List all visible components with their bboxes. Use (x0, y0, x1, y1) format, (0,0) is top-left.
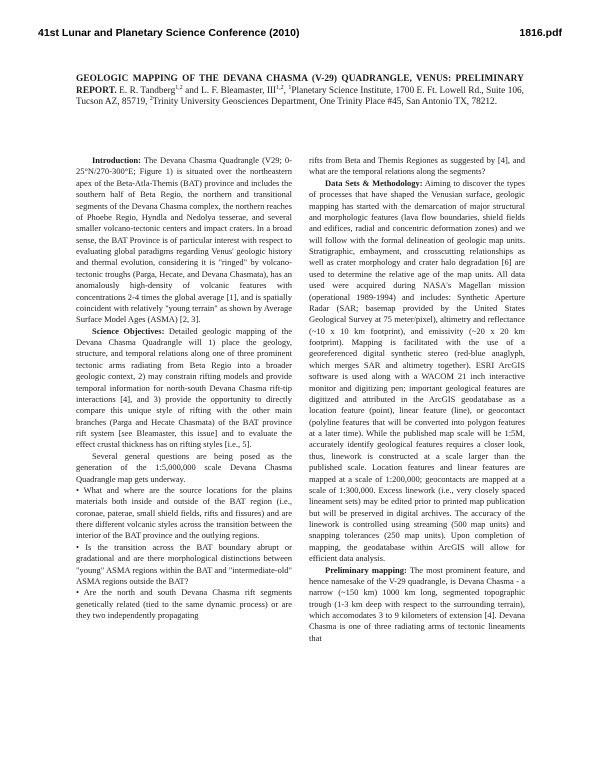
bullet-item: • What and where are the source locations for the plains materials both inside and outside of the BAT region (i.e., coronae, paterae, small shield fields, rifts and fissures) and are there different volcanic styles across the transition between the interior of the BAT province and the outlying regions. (76, 484, 292, 541)
datasets-heading: Data Sets & Methodology: (325, 177, 423, 188)
introduction-text: The Devana Chasma Quadrangle (V29; 0-25°N/270-300°E; Figure 1) is situated over the northeastern apex of the Beta-Atla-Themis (BAT) province and includes the southern half of Beta Regio, the northern and transitional segments of the Devana Chasma complex, the northern reaches of Phoebe Regio, Hyndla and Nedolya tesserae, and several smaller volcano-tectonic centers and impact craters. In a broad sense, the BAT Province is of particular interest with respect to evaluating global paradigms regarding Venus' geologic history and thermal evolution, considering it is "ringed" by volcano-tectonic troughs (Parga, Hecate, and Devana Chasmata), has an anomalously high-density of volcanic features with concentrations 2-4 times the global average [1], and is spatially coincident with relatively "young terrain" as shown by Average Surface Model Ages (ASMA) [2, 3]. (76, 155, 292, 325)
objectives-text: Detailed geologic mapping of the Devana Chasma Quadrangle will 1) place the geology, structure, and temporal relations along one of three prominent tectonic arms radiating from Beta Regio into a broader geologic context, 2) may constrain rifting models and provide temporal information for north-south Devana Chasma rift-tip interactions [4], and 3) provide the opportunity to directly compare this unique style of rifting with the other main branches (Parga and Hecate Chasmata) of the BAT province rift system [see Bleamaster, this issue] and to evaluate the effect crustal thickness has on rifting styles [i.e., 5]. (76, 325, 292, 450)
pdf-id: 1816.pdf (519, 27, 562, 39)
right-column (309, 155, 525, 755)
title-block (76, 74, 524, 109)
separator: , (283, 85, 289, 96)
datasets-paragraph (309, 178, 525, 565)
affiliation-2-mark: 2 (149, 96, 153, 103)
bullet-item: • Is the transition across the BAT boundary abrupt or gradational and are there morphological distinctions between "young" ASMA regions within the BAT and "intermediate-old" ASMA regions outside the BAT? (76, 541, 292, 586)
bullet-item: • Are the north and south Devana Chasma rift segments genetically related (tied to the same dynamic process) or are they two independently propagating (76, 587, 292, 620)
author-1-affiliation-mark: 1,2 (175, 84, 183, 91)
continuation-paragraph: rifts from Beta and Themis Regiones as suggested by [4], and what are the temporal relations along the segments? (309, 155, 525, 177)
affiliation-2: Trinity University Geosciences Department, One Trinity Place #45, San Antonio TX, 78212. (152, 97, 498, 108)
preliminary-mapping-paragraph (309, 565, 525, 645)
left-column (76, 155, 292, 755)
paper-title: GEOLOGIC MAPPING OF THE DEVANA CHASMA (V-29) QUADRANGLE, VENUS: PRELIMINARY REPORT. (76, 74, 524, 96)
preliminary-mapping-text: The most prominent feature, and hence namesake of the V-29 quadrangle, is Devana Chasma - a narrow (~150 km) 1000 km long, segmented topographic trough (1-3 km deep with respect to the surrounding terrain), which accomodates 3 to 9 kilometers of extension [4]. Devana Chasma is one of three radiating arms of tectonic lineaments that (309, 564, 525, 643)
page-header (38, 27, 562, 39)
introduction-heading: Introduction: (92, 155, 141, 165)
affiliation-1-mark: 1 (288, 84, 292, 91)
affiliation-1: Planetary Science Institute, 1700 E. Ft. Lowell Rd., Suite 106, Tucson AZ, 85719, (76, 85, 524, 108)
author-2: and L. F. Bleamaster, III (182, 85, 277, 96)
objectives-heading: Science Objectives: (92, 325, 165, 336)
preliminary-mapping-heading: Preliminary mapping: (325, 564, 407, 575)
conference-name: 41st Lunar and Planetary Science Conference (2010) (38, 27, 300, 39)
author-1: E. R. Tandberg (116, 85, 176, 96)
author-2-affiliation-mark: 1,2 (276, 84, 284, 91)
datasets-text: Aiming to discover the types of processes that have shaped the Venusian surface, geologic mapping has started with the demarcation of major structural and morphologic features (lava flow boundaries, shield fields and edifices, radial and concentric deformation zones) and we will follow with the formal delineation of geologic map units. Stratigraphic, embayment, and crosscutting relationships as well as crater morphology and crater halo degradation [6] are used to determine the relative age of the map units. All data used were acquired during NASA's Magellan mission (operational 1989-1994) and includes: Synthetic Aperture Radar (SAR; basemap provided by the United States Geological Survey at 75 meter/pixel), altimetry and reflectance (~10 x 10 km footprint), and emissivity (~20 x 20 km footprint). Mapping is facilitated with the use of a georeferenced digital synthetic stereo (red-blue anaglyph, which merges SAR and altimetry together). ESRI ArcGIS software is used along with a WACOM 21 inch interactive monitor and digitizing pen; important geological features are digitized and attributed in the ArcGIS geodatabase as a location feature (point), linear feature (line), or geocontact (polyline features that will be converted into polygon features at a later time). While the published map scale will be 1:5M, accurately identify geological features requires a closer look, thus, linework is constructed at a scale larger than the published scale. Location features and linear features are mapped at a scale of 1:200,000; geocontacts are mapped at a scale of 1:300,000. Excess linework (i.e., very closely spaced lineament sets) may be edited prior to printed map publication but will be preserved in digital archives. The accuracy of the linework is controlled using streaming (500 map units) and snapping tolerances (250 map units). Upon completion of mapping, the geodatabase within ArcGIS will allow for efficient data analysis. (309, 177, 525, 564)
introduction-paragraph (76, 155, 292, 326)
objectives-paragraph (76, 326, 292, 451)
questions-paragraph: Several general questions are being posed as the generation of the 1:5,000,000 scale Devana Chasma Quadrangle map gets underway. (76, 450, 292, 484)
